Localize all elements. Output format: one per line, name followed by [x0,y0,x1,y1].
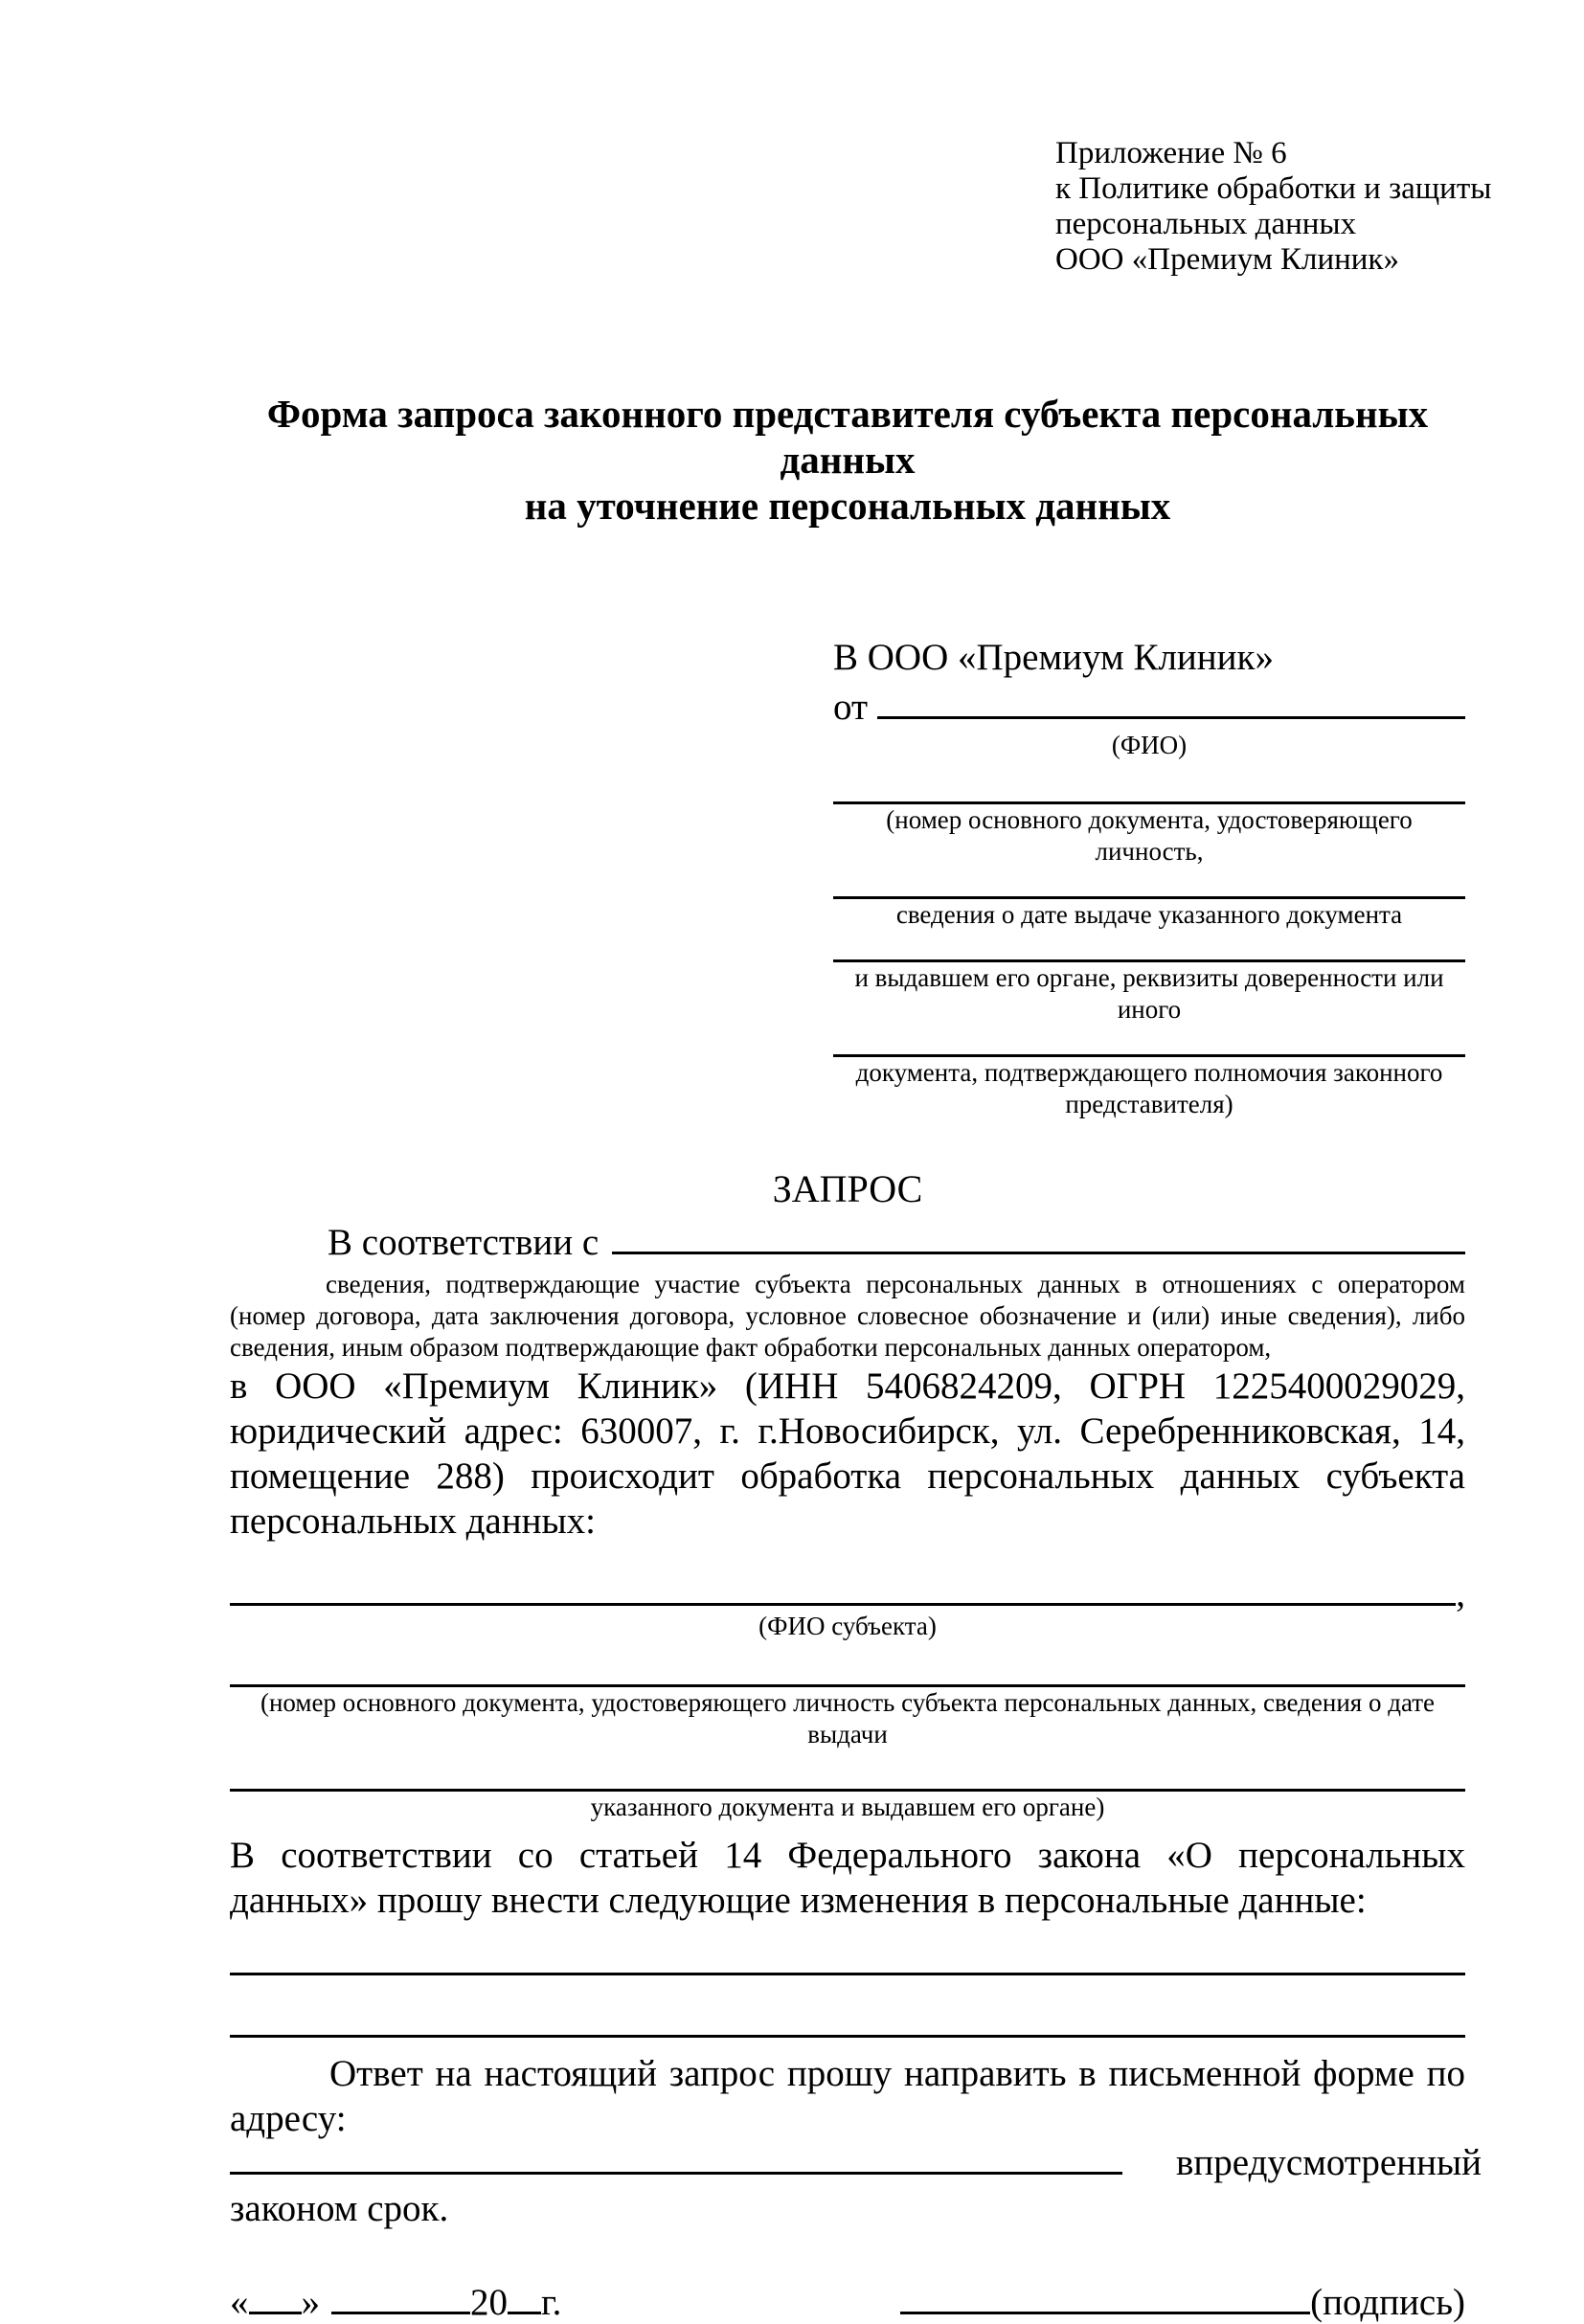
changes-field-line-2 [230,1975,1465,2038]
subject-document-field-line [230,1642,1465,1687]
fio-caption: (ФИО) [1111,731,1188,759]
subject-document-caption-1: (номер основного документа, удостоверяющего личность субъекта персональных данных, сведения о дате выдачи [260,1688,1436,1749]
representative-authority-caption: документа, подтверждающего полномочия законного представителя) [855,1058,1443,1118]
subject-fio-field-line [230,1603,1456,1606]
answer-word-predusmotrennyj: предусмотренный [1193,2142,1482,2183]
issue-date-field-line [833,868,1465,899]
date-year-suffix: г. [541,2282,562,2323]
date-year-line [508,2312,541,2314]
accordance-fill-line [612,1252,1465,1254]
accordance-row [230,1221,1465,1265]
date-day-line [249,2312,302,2314]
accordance-label: В соответствии с [328,1222,600,1263]
subject-fio-row [230,1572,1465,1614]
date-quote-open: « [230,2282,249,2323]
addressee-to: В ООО «Премиум Клиник» [833,637,1274,678]
subject-document-caption-2: указанного документа и выдавшем его органе) [590,1793,1105,1821]
request-heading: ЗАПРОС [772,1167,923,1210]
appendix-line-4: ООО «Премиум Клиник» [1055,242,1399,277]
subject-fio-caption: (ФИО субъекта) [758,1612,937,1640]
date-month-line [331,2312,470,2314]
appendix-line-3: персональных данных [1055,207,1357,241]
answer-address-field-line [230,2172,1122,2175]
operator-paragraph: в ООО «Премиум Клиник» (ИНН 5406824209, ОГРН 1225400029029, юридический адрес: 630007, г. г.Новосибирск, ул. Серебренниковская, 14, помещение 288) происходит обработка персональных данных субъекта персональных данных: [230,1365,1465,1542]
date-field [230,2281,561,2324]
trailing-comma: , [1456,1573,1465,1614]
changes-field-line-1 [230,1923,1465,1975]
issuing-authority-field-line [833,931,1465,962]
date-year-prefix: 20 [470,2282,508,2323]
accordance-caption: сведения, подтверждающие участие субъекта персональных данных в отношениях с оператором (номер договора, дата заключения договора, условное словесное обозначение и (или) иные сведения), либо сведения, иным образом подтверждающие факт обработки персональных данных оператором, [230,1270,1465,1362]
document-title-line-1: Форма запроса законного представителя субъекта персональных данных [266,392,1429,482]
from-fill-line [877,716,1465,719]
addressee-block [833,636,1465,1120]
law-paragraph: В соответствии со статьей 14 Федерального закона «О персональных данных» прошу внести следующие изменения в персональные данные: [230,1835,1465,1921]
document-title [230,391,1465,529]
appendix-line-2: к Политике обработки и защиты [1055,171,1492,206]
signature-caption: (подпись) [1310,2282,1465,2323]
subject-document-field-line-2 [230,1750,1465,1792]
date-quote-close: » [301,2282,320,2323]
document-number-caption: (номер основного документа, удостоверяющего личность, [886,805,1413,866]
answer-word-v: в [1176,2142,1194,2183]
document-title-line-2: на уточнение персональных данных [524,484,1171,528]
issuing-authority-caption: и выдавшем его органе, реквизиты доверенности или иного [854,963,1444,1024]
addressee-from-label: от [833,687,877,728]
answer-paragraph-line-3: законом срок. [230,2188,449,2229]
signature-line [900,2312,1310,2314]
appendix-block [1055,136,1492,278]
appendix-line-1: Приложение № 6 [1055,136,1287,170]
issue-date-caption: сведения о дате выдаче указанного документа [895,900,1403,929]
footer-row [230,2281,1465,2324]
answer-paragraph-line-1: Ответ на настоящий запрос прошу направить в письменной форме по адресу: [230,2053,1465,2139]
addressee-from-row [833,686,1465,730]
representative-authority-field-line [833,1026,1465,1057]
document-number-field-line [833,761,1465,804]
signature-field [900,2281,1465,2324]
answer-address-row [230,2141,1482,2186]
